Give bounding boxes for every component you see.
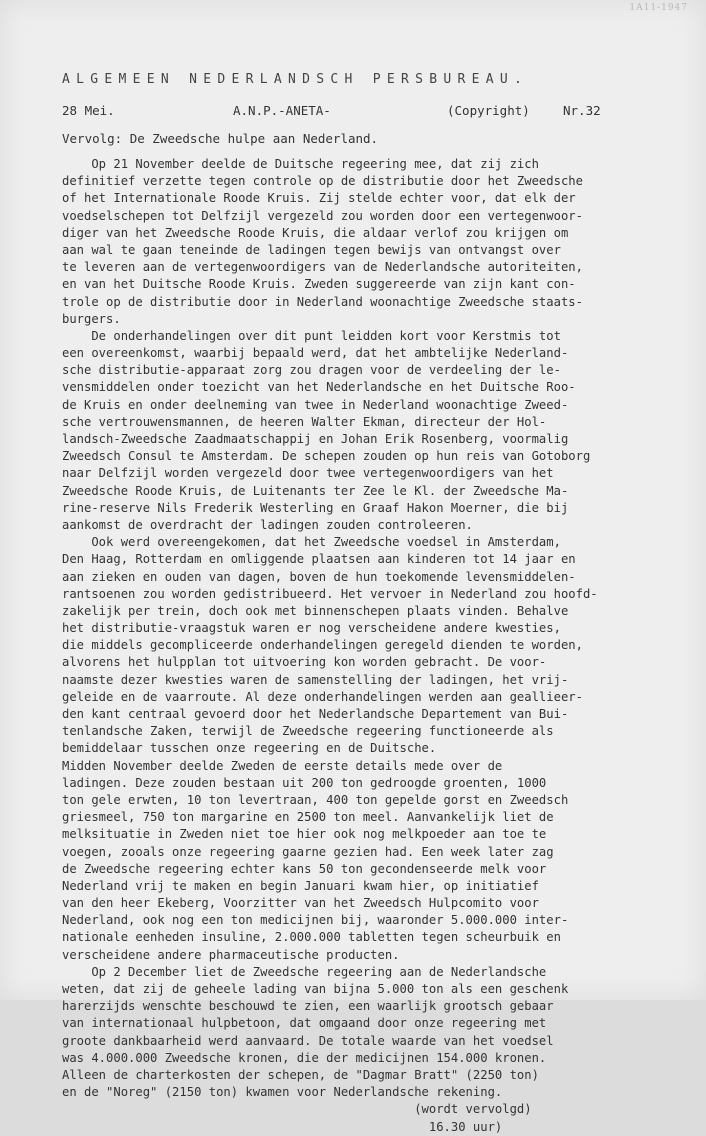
text-line: aankomst de overdracht der ladingen zouden controleeren. xyxy=(62,517,473,532)
text-line: verscheidene andere pharmaceutische producten. xyxy=(62,947,400,962)
text-line: landsch-Zweedsche Zaadmaatschappij en Johan Erik Rosenberg, voormalig xyxy=(62,432,569,446)
text-line: of het Internationale Roode Kruis. Zij stelde echter voor, dat elk der xyxy=(62,191,576,206)
text-line: rantsoenen zou worden gedistribueerd. Het vervoer in Nederland zou hoofd- xyxy=(62,586,598,601)
text-line: burgers. xyxy=(62,311,121,326)
text-line: Ook werd overeengekomen, dat het Zweedsche voedsel in Amsterdam, xyxy=(62,535,561,550)
text-line: rine-reserve Nils Frederik Westerling en Graaf Hakon Moerner, die bij xyxy=(62,500,569,515)
text-line: den kant centraal gevoerd door het Nederlandsche Departement van Bui- xyxy=(62,707,569,721)
text-line: tenlandsche Zaken, terwijl de Zweedsche regeering functioneerde als xyxy=(62,724,554,739)
text-line: ladingen. Deze zouden bestaan uit 200 ton gedroogde groenten, 1000 xyxy=(62,775,547,790)
copyright-notice: (Copyright) xyxy=(447,103,530,118)
text-line: Nederland vrij te maken en begin Januari kwam hier, op initiatief xyxy=(62,878,539,893)
text-line: van den heer Ekeberg, Voorzitter van het Zweedsch Hulpcomito voor xyxy=(62,896,539,911)
text-line: ton gele erwten, 10 ton levertraan, 400 ton gepelde gorst en Zweedsch xyxy=(62,792,569,807)
text-line: Midden November deelde Zweden de eerste details mede over de xyxy=(62,758,503,773)
text-line: Nederland, ook nog een ton medicijnen bij, waaronder 5.000.000 inter- xyxy=(62,913,569,928)
text-line: sche distributie-apparaat zorg zou dragen voor de verdeeling der le- xyxy=(62,363,561,378)
text-line: voegen, zooals onze regeering gaarne gezien had. Een week later zag xyxy=(62,844,554,859)
body-text xyxy=(62,156,662,1136)
text-line: Zweedsche Roode Kruis, de Luitenants ter Zee le Kl. der Zweedsche Ma- xyxy=(62,483,569,498)
text-line: geleide en de vaarroute. Al deze onderhandelingen werden aan geallieer- xyxy=(62,689,583,704)
text-line: naamste dezer kwesties waren de samenstelling der ladingen, het vrij- xyxy=(62,672,569,687)
text-line: 16.30 uur) xyxy=(62,1119,503,1134)
text-line: Op 2 December liet de Zweedsche regeering aan de Nederlandsche xyxy=(62,964,547,979)
text-line: Den Haag, Rotterdam en omliggende plaatsen aan kinderen tot 14 jaar en xyxy=(62,552,576,567)
text-line: alvorens het hulpplan tot uitvoering kon worden gebracht. De voor- xyxy=(62,655,547,670)
text-line: harerzijds wenschte beschouwd te zien, een waarlijk grootsch gebaar xyxy=(62,999,554,1014)
text-line: groote dankbaarheid werd aanvaard. De totale waarde van het voedsel xyxy=(62,1033,554,1048)
text-line: griesmeel, 750 ton margarine en 2500 ton meel. Aanvankelijk liet de xyxy=(62,810,554,825)
text-line: een overeenkomst, waarbij bepaald werd, dat het ambtelijke Nederland- xyxy=(62,346,569,361)
text-line: het distributie-vraagstuk waren er nog verscheidene andere kwesties, xyxy=(62,621,561,636)
text-line: (wordt vervolgd) xyxy=(62,1102,532,1117)
text-line: Zweedsch Consul te Amsterdam. De schepen zouden op hun reis van Gotoborg xyxy=(62,449,591,464)
text-line: De onderhandelingen over dit punt leidden kort voor Kerstmis tot xyxy=(62,328,561,343)
text-line: Op 21 November deelde de Duitsche regeering mee, dat zij zich xyxy=(62,157,539,171)
text-line: de Zweedsche regeering echter kans 50 ton gecondenseerde melk voor xyxy=(62,861,547,876)
text-line: Alleen de charterkosten der schepen, de "Dagmar Bratt" (2250 ton) xyxy=(62,1067,539,1082)
text-line: naar Delfzijl worden vergezeld door twee vertegenwoordigers van het xyxy=(62,466,554,481)
text-line: voedselschepen tot Delfzijl vergezeld zou worden door een vertegenwoor- xyxy=(62,208,583,223)
pencil-archive-mark: 1A11-1947 xyxy=(629,3,688,13)
bulletin-number: Nr.32 xyxy=(563,103,601,118)
text-line: zakelijk per trein, doch ook met binnenschepen plaats vinden. Behalve xyxy=(62,603,569,618)
masthead: ALGEMEEN NEDERLANDSCH PERSBUREAU. xyxy=(62,72,529,87)
text-line: weten, dat zij de geheele lading van bijna 5.000 ton als een geschenk xyxy=(62,982,569,996)
text-line: en van het Duitsche Roode Kruis. Zweden suggereerde van zijn kant con- xyxy=(62,277,576,292)
text-line: nationale eenheden insuline, 2.000.000 tabletten tegen scheurbuik en xyxy=(62,930,561,945)
text-line: aan wal te gaan teneinde de ladingen tegen bewijs van ontvangst over xyxy=(62,242,561,257)
text-line: diger van het Zweedsche Roode Kruis, die aldaar verlof zou krijgen om xyxy=(62,225,569,240)
text-line: vensmiddelen onder toezicht van het Nederlandsche en het Duitsche Roo- xyxy=(62,380,576,395)
text-line: de Kruis en onder deelneming van twee in Nederland woonachtige Zweed- xyxy=(62,397,569,412)
text-line: sche vertrouwensmannen, de heeren Walter Ekman, directeur der Hol- xyxy=(62,414,547,429)
text-line: van internationaal hulpbetoon, dat omgaand door onze regeering met xyxy=(62,1016,547,1031)
text-line: melksituatie in Zweden niet toe hier ook nog melkpoeder aan toe te xyxy=(62,827,547,842)
text-line: en de "Noreg" (2150 ton) kwamen voor Nederlandsche rekening. xyxy=(62,1085,503,1100)
subject-line: Vervolg: De Zweedsche hulpe aan Nederland. xyxy=(62,131,379,146)
text-line: bemiddelaar tusschen onze regeering en de Duitsche. xyxy=(62,741,437,756)
text-line: was 4.000.000 Zweedsche kronen, die der medicijnen 154.000 kronen. xyxy=(62,1050,547,1065)
agency-code: A.N.P.-ANETA- xyxy=(233,103,331,118)
text-line: te leveren aan de vertegenwoordigers van de Nederlandsche autoriteiten, xyxy=(62,260,583,275)
text-line: aan zieken en ouden van dagen, boven de hun toekomende levensmiddelen- xyxy=(62,569,576,584)
text-line: die middels gecompliceerde onderhandelingen geregeld dienden te worden, xyxy=(62,638,583,653)
text-line: definitief verzette tegen controle op de distributie door het Zweedsche xyxy=(62,174,583,189)
text-line: trole op de distributie door in Nederland woonachtige Zweedsche staats- xyxy=(62,294,583,309)
bulletin-date: 28 Mei. xyxy=(62,103,115,118)
